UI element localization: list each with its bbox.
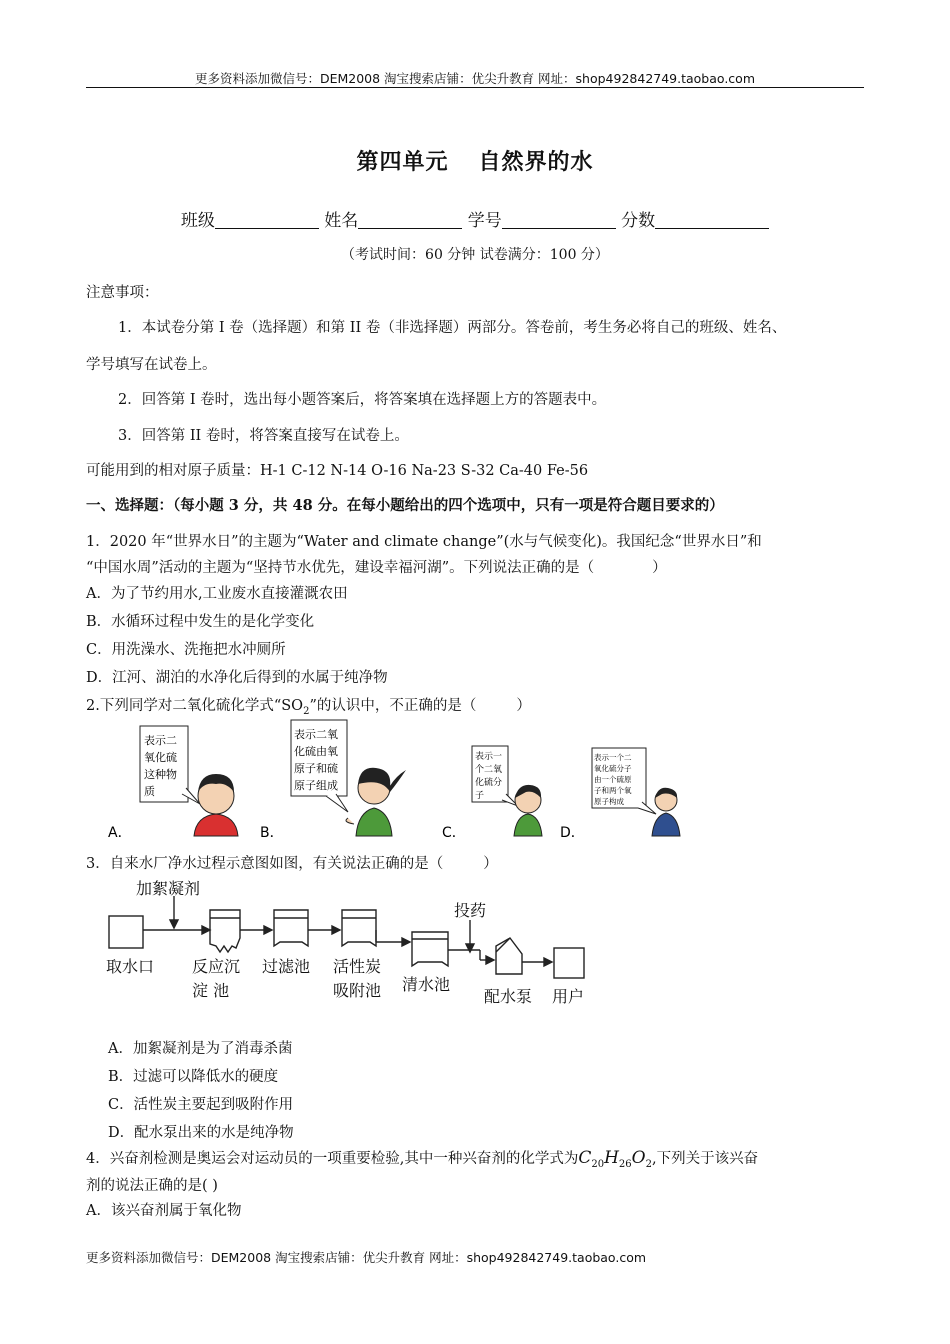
carbon-tank (342, 910, 376, 946)
label-carbon-1: 活性炭 (333, 957, 382, 976)
note-item-1: 1．本试卷分第 I 卷（选择题）和第 II 卷（非选择题）两部分。答卷前，考生务必将自己的班级、姓名、 (118, 320, 787, 336)
svg-text:氧化硫: 氧化硫 (144, 751, 177, 764)
note-item-3: 3．回答第 II 卷时，将答案直接写在试卷上。 (118, 428, 409, 444)
svg-text:由一个硫原: 由一个硫原 (594, 775, 632, 784)
q1-option-d: D．江河、湖泊的水净化后得到的水属于纯净物 (86, 670, 388, 686)
q1-stem-line1: 1．2020 年“世界水日”的主题为“Water and climate change”(水与气候变化)。我国纪念“世界水日”和 (86, 534, 762, 550)
q3-stem: 3．自来水厂净水过程示意图如图，有关说法正确的是（ ） (86, 856, 498, 872)
svg-text:原子组成: 原子组成 (294, 779, 338, 792)
svg-text:质: 质 (144, 785, 155, 798)
filter-tank (274, 910, 308, 946)
student-d-figure (652, 788, 680, 836)
score-field[interactable] (655, 210, 769, 229)
user-box (554, 948, 584, 978)
q1-stem-line2: “中国水周”活动的主题为“坚持节水优先，建设幸福河湖”。下列说法正确的是（ ） (86, 560, 667, 576)
class-label: 班级 (180, 211, 215, 231)
water-treatment-diagram (104, 874, 604, 1014)
q2-letter-a: A． (108, 825, 132, 841)
student-c-figure (514, 785, 542, 836)
intake-box (109, 916, 143, 948)
svg-text:表示一个二: 表示一个二 (594, 753, 632, 762)
label-user: 用户 (552, 987, 585, 1006)
label-clear: 清水池 (402, 975, 451, 994)
q2-letter-b: B． (260, 825, 284, 841)
svg-text:个二氧: 个二氧 (475, 765, 503, 775)
q2-illustration (86, 718, 706, 846)
q4-stem-line2: 剂的说法正确的是( ) (86, 1178, 218, 1194)
exam-meta: （考试时间：60 分钟 试卷满分：100 分） (341, 247, 609, 263)
label-filter: 过滤池 (262, 957, 311, 976)
q1-option-b: B．水循环过程中发生的是化学变化 (86, 614, 315, 630)
q2-speech-bubble-a (140, 726, 200, 804)
q3-option-d: D．配水泵出来的水是纯净物 (108, 1125, 294, 1141)
q2-letter-d: D． (560, 825, 585, 841)
pump-box (496, 938, 522, 974)
svg-text:化硫由氧: 化硫由氧 (294, 745, 338, 758)
score-label: 分数 (621, 211, 656, 231)
label-sediment-2: 淀 池 (192, 981, 230, 1000)
title-topic: 自然界的水 (478, 150, 594, 175)
svg-text:表示二氧: 表示二氧 (294, 728, 338, 741)
q4-stem-line1: 4．兴奋剂检测是奥运会对运动员的一项重要检验,其中一种兴奋剂的化学式为$C_{20}H_{26}O_2$,下列关于该兴奋 (86, 1148, 759, 1170)
label-carbon-2: 吸附池 (333, 981, 382, 1000)
header-rule (86, 87, 864, 88)
label-coagulant: 加絮凝剂 (136, 879, 201, 898)
atomic-masses: 可能用到的相对原子质量：H-1 C-12 N-14 O-16 Na-23 S-32 Ca-40 Fe-56 (86, 463, 589, 479)
student-b-figure (346, 768, 406, 836)
q1-option-a: A．为了节约用水,工业废水直接灌溉农田 (86, 586, 348, 602)
svg-text:化硫分: 化硫分 (475, 778, 503, 788)
svg-text:表示二: 表示二 (144, 734, 177, 747)
page-header: 更多资料添加微信号：DEM2008 淘宝搜索店铺：优尖升教育 网址：shop492842749.taobao.com (194, 71, 756, 86)
note-item-2: 2．回答第 I 卷时，选出每小题答案后，将答案填在选择题上方的答题表中。 (118, 392, 607, 408)
svg-text:原子和硫: 原子和硫 (294, 762, 338, 775)
class-field[interactable] (215, 210, 319, 229)
label-sediment-1: 反应沉 (192, 957, 241, 976)
q1-option-c: C．用洗澡水、洗拖把水冲厕所 (86, 642, 286, 658)
page-footer: 更多资料添加微信号：DEM2008 淘宝搜索店铺：优尖升教育 网址：shop492842749.taobao.com (86, 1250, 647, 1265)
q3-option-c: C．活性炭主要起到吸附作用 (108, 1097, 294, 1113)
svg-text:表示一: 表示一 (475, 752, 503, 762)
student-id-field[interactable] (502, 210, 616, 229)
q3-option-a: A．加絮凝剂是为了消毒杀菌 (108, 1041, 293, 1057)
q4-option-a: A．该兴奋剂属于氧化物 (86, 1203, 242, 1219)
label-intake: 取水口 (106, 957, 155, 976)
note-item-1-cont: 学号填写在试卷上。 (86, 357, 217, 373)
section-1-heading: 一、选择题：（每小题 3 分，共 48 分。在每小题给出的四个选项中，只有一项是符合题目要求的） (86, 497, 724, 514)
name-label: 姓名 (324, 211, 359, 231)
label-dosing: 投药 (454, 901, 487, 920)
clear-water-tank (412, 932, 448, 966)
svg-text:这种物: 这种物 (144, 768, 177, 781)
student-id-label: 学号 (467, 211, 502, 231)
title-unit: 第四单元 (356, 150, 449, 175)
student-info-line (0, 206, 950, 231)
name-field[interactable] (358, 210, 462, 229)
label-pump: 配水泵 (484, 987, 533, 1006)
q3-option-b: B．过滤可以降低水的硬度 (108, 1069, 279, 1085)
q2-speech-bubble-b (291, 720, 348, 812)
svg-text:氧化硫分子: 氧化硫分子 (594, 764, 632, 773)
page-title (0, 145, 950, 176)
q2-stem: 2.下列同学对二氧化硫化学式“$SO_2$”的认识中，不正确的是（ ） (86, 698, 531, 717)
svg-text:子和两个氧: 子和两个氧 (594, 786, 632, 795)
svg-text:子: 子 (475, 791, 485, 801)
svg-text:原子构成: 原子构成 (594, 797, 624, 806)
student-a-figure (194, 774, 238, 836)
q2-letter-c: C． (442, 825, 466, 841)
q2-speech-bubble-c (472, 746, 518, 806)
q2-speech-bubble-d (592, 748, 656, 814)
sediment-tank (210, 910, 240, 952)
notes-heading: 注意事项： (86, 285, 159, 301)
